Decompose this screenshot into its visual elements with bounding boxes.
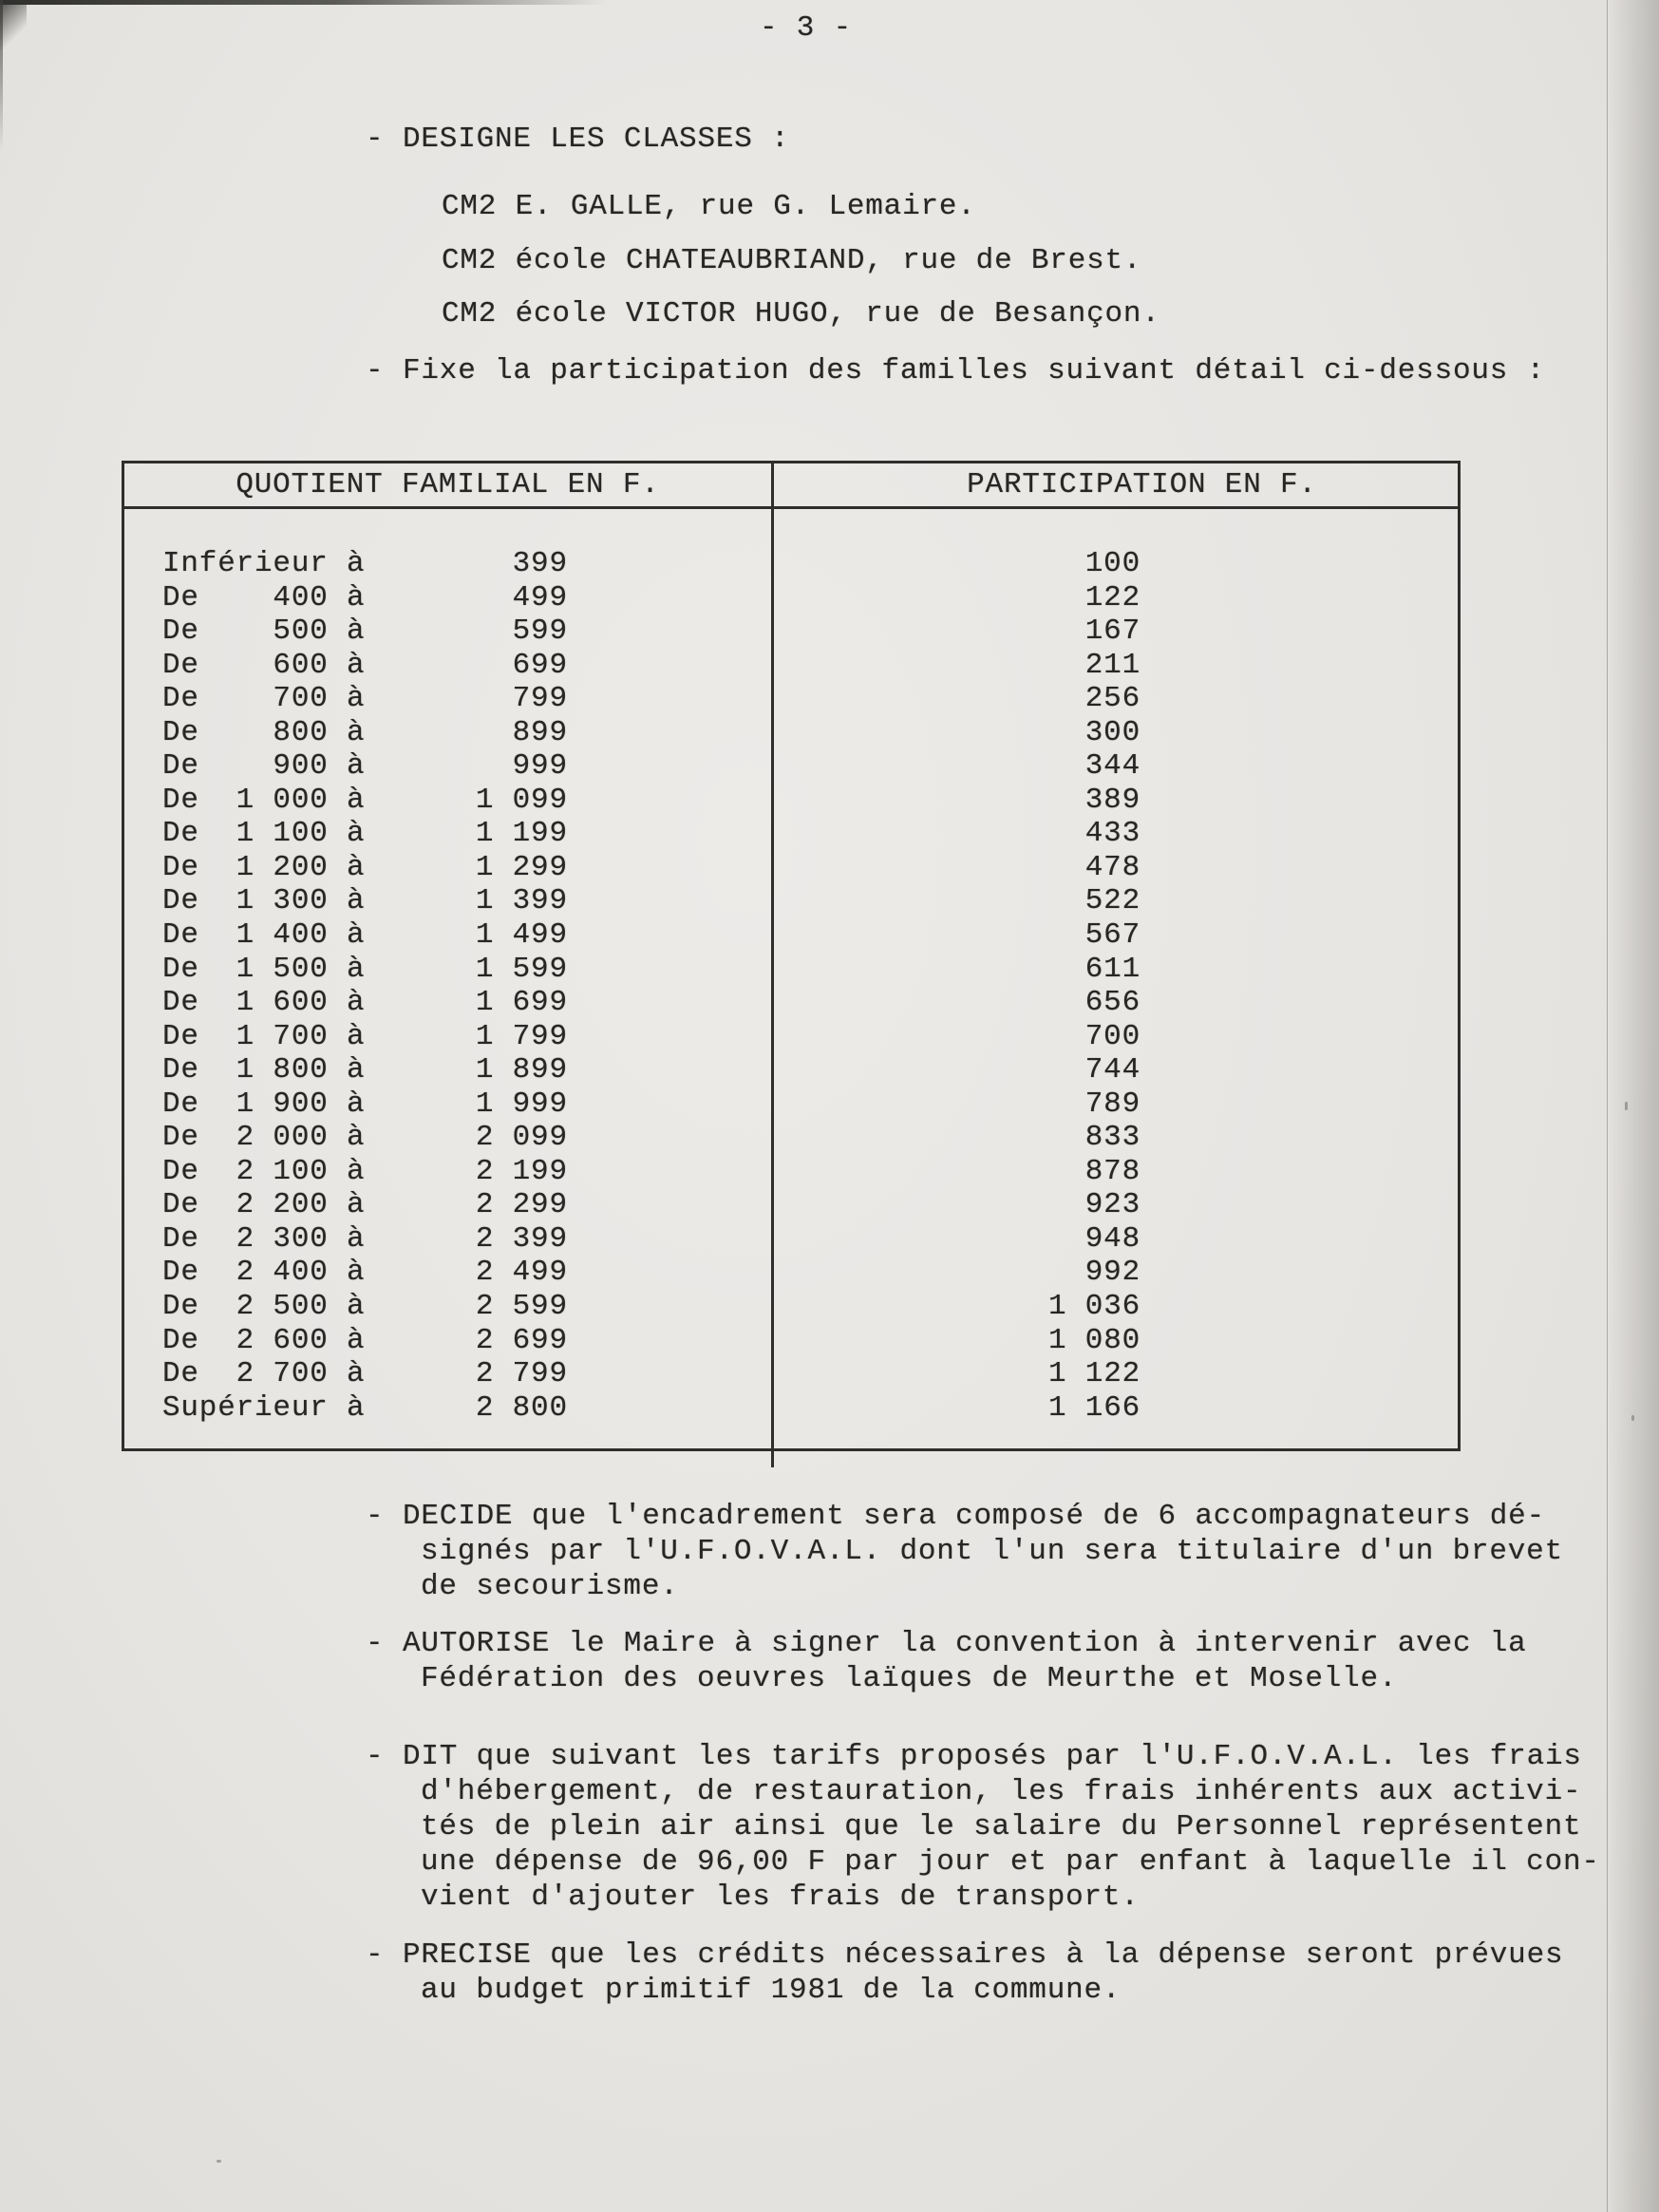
quotient-cell: De 500 à 599 [162,614,568,649]
participation-cell: 389 [1084,783,1141,817]
participation-cell: 948 [1084,1221,1141,1256]
table-row [124,682,1458,716]
designe-heading [0,122,1659,158]
paragraph-line: Fédération des oeuvres laïques de Meurthe et Moselle. [421,1662,1398,1695]
bullet-dash: - [366,354,385,388]
quotient-cell: De 1 400 à 1 499 [162,918,568,953]
participation-cell: 300 [1084,715,1141,749]
quotient-cell: De 1 700 à 1 799 [162,1019,568,1053]
table-body [124,547,1458,1425]
class-list [442,180,1160,342]
table-row [124,851,1458,885]
scan-speck [1631,1415,1634,1421]
bullet-dash: - [366,123,385,156]
table-row [124,1256,1458,1290]
table-row [124,1020,1458,1054]
participation-cell: 478 [1084,850,1141,884]
table-row [124,817,1458,851]
table-row [124,1290,1458,1324]
quotient-cell: De 1 000 à 1 099 [162,783,568,817]
table-header-row [124,463,1458,509]
participation-cell: 700 [1084,1019,1141,1053]
participation-cell: 1 166 [1047,1390,1141,1425]
bullet-dash: - [366,1938,385,1972]
quotient-cell: Inférieur à 399 [162,547,568,580]
table-row [124,1121,1458,1155]
quotient-cell: De 1 800 à 1 899 [162,1053,568,1087]
quotient-cell: De 2 000 à 2 099 [162,1121,568,1155]
participation-cell: 744 [1084,1053,1141,1087]
paragraph-line: PRECISE que les crédits nécessaires à la dépense seront prévues [403,1938,1564,1972]
participation-cell: 433 [1084,817,1141,851]
quotient-cell: De 2 600 à 2 699 [162,1323,568,1357]
quotient-cell: De 1 500 à 1 599 [162,952,568,986]
quotient-cell: De 2 700 à 2 799 [162,1357,568,1391]
participation-cell: 1 036 [1047,1290,1141,1324]
paragraph-line: une dépense de 96,00 F par jour et par enfant à laquelle il con- [421,1845,1600,1879]
participation-cell: 167 [1084,614,1141,649]
paragraph-line: DECIDE que l'encadrement sera composé de 6 accompagnateurs dé- [403,1500,1545,1533]
table-row [124,953,1458,987]
table-row [124,614,1458,649]
quotient-cell: De 1 300 à 1 399 [162,884,568,918]
participation-cell: 656 [1084,986,1141,1020]
fixe-line [0,353,1659,389]
participation-cell: 211 [1084,648,1141,682]
paragraph-line: d'hébergement, de restauration, les frais inhérents aux activi- [421,1775,1582,1808]
table-row [124,1391,1458,1426]
quotient-cell: De 2 100 à 2 199 [162,1154,568,1188]
bullet-dash: - [366,1627,385,1660]
participation-column-header: PARTICIPATION EN F. [967,468,1317,501]
quotient-cell: Supérieur à 2 800 [162,1390,568,1425]
table-row [124,918,1458,953]
quotient-cell: De 2 500 à 2 599 [162,1290,568,1324]
paragraph-line: AUTORISE le Maire à signer la convention à intervenir avec la [403,1627,1527,1660]
quotient-cell: De 1 900 à 1 999 [162,1087,568,1121]
quotient-cell: De 1 100 à 1 199 [162,817,568,851]
quotient-cell: De 800 à 899 [162,715,568,749]
paragraph-line: tés de plein air ainsi que le salaire du Personnel représentent [421,1810,1582,1843]
participation-cell: 611 [1084,952,1141,986]
class-list-item: CM2 école VICTOR HUGO, rue de Besançon. [442,297,1160,331]
table-row [124,1087,1458,1122]
participation-cell: 122 [1084,580,1141,614]
quotient-cell: De 2 200 à 2 299 [162,1188,568,1222]
bullet-dash: - [366,1500,385,1533]
paragraph-precise [0,1938,1659,2008]
paragraph-line: au budget primitif 1981 de la commune. [421,1974,1122,2007]
paragraph-line: signés par l'U.F.O.V.A.L. dont l'un sera titulaire d'un brevet [421,1535,1563,1568]
participation-cell: 344 [1084,749,1141,784]
participation-table [122,461,1461,1451]
table-row [124,1357,1458,1391]
quotient-column-header: QUOTIENT FAMILIAL EN F. [236,468,660,501]
quotient-cell: De 700 à 799 [162,682,568,716]
scan-corner-artifact [0,0,27,49]
participation-cell: 789 [1084,1087,1141,1121]
table-row [124,1188,1458,1222]
participation-cell: 522 [1084,884,1141,918]
paragraph-dit [0,1739,1659,1915]
table-row [124,716,1458,750]
scan-top-edge-artifact [0,0,608,5]
fixe-line-text: Fixe la participation des familles suivant détail ci-dessous : [403,354,1545,388]
table-row [124,1222,1458,1257]
class-list-item: CM2 E. GALLE, rue G. Lemaire. [442,190,976,223]
scan-speck [217,2160,221,2163]
class-list-item: CM2 école CHATEAUBRIAND, rue de Brest. [442,243,1142,277]
participation-cell: 100 [1084,547,1141,580]
paragraph-line: DIT que suivant les tarifs proposés par l'U.F.O.V.A.L. les frais [403,1740,1582,1773]
table-row [124,1053,1458,1087]
participation-cell: 256 [1084,682,1141,716]
quotient-cell: De 1 200 à 1 299 [162,850,568,884]
participation-cell: 878 [1084,1154,1141,1188]
table-row [124,547,1458,581]
participation-cell: 923 [1084,1188,1141,1222]
paragraph-autorise [0,1626,1659,1696]
page-number: - 3 - [760,11,853,45]
quotient-cell: De 2 400 à 2 499 [162,1256,568,1290]
participation-cell: 992 [1084,1256,1141,1290]
designe-heading-text: DESIGNE LES CLASSES : [403,123,790,156]
paragraph-decide [0,1499,1659,1604]
participation-cell: 1 122 [1047,1357,1141,1391]
quotient-cell: De 1 600 à 1 699 [162,986,568,1020]
participation-cell: 833 [1084,1121,1141,1155]
table-row [124,749,1458,784]
scan-speck [1625,1102,1628,1110]
quotient-cell: De 2 300 à 2 399 [162,1221,568,1256]
paragraph-line: de secourisme. [421,1570,679,1603]
participation-cell: 567 [1084,918,1141,953]
table-row [124,581,1458,615]
quotient-cell: De 400 à 499 [162,580,568,614]
participation-cell: 1 080 [1047,1323,1141,1357]
quotient-cell: De 900 à 999 [162,749,568,784]
table-row [124,1155,1458,1189]
table-row [124,884,1458,918]
table-row [124,986,1458,1020]
bullet-dash: - [366,1740,385,1773]
table-row [124,784,1458,818]
paragraph-line: vient d'ajouter les frais de transport. [421,1881,1140,1914]
table-row [124,649,1458,683]
table-row [124,1324,1458,1358]
quotient-cell: De 600 à 699 [162,648,568,682]
